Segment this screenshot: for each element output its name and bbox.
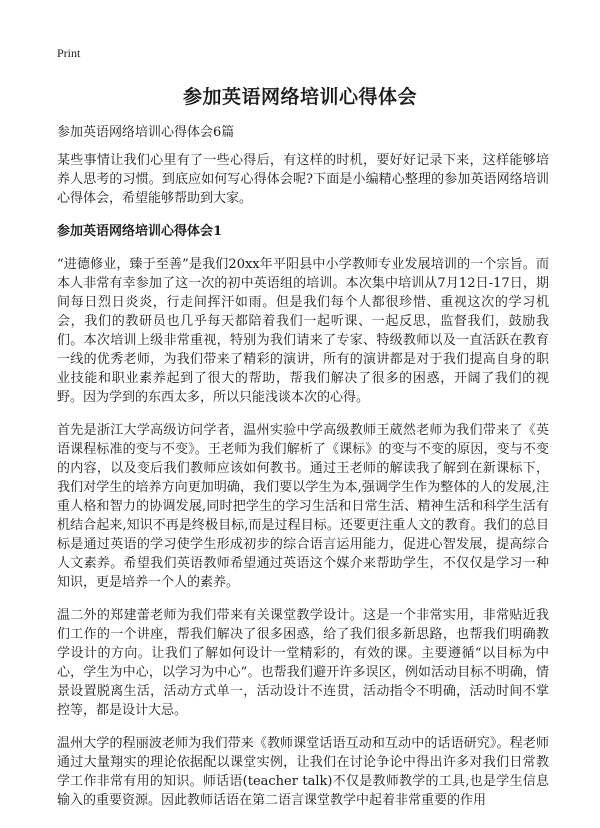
document-subtitle: 参加英语网络培训心得体会6篇: [57, 125, 235, 140]
document-body: [57, 151, 549, 824]
body-paragraph: 温二外的郑建蕾老师为我们带来有关课堂教学设计。这是一个非常实用，非常贴近我们工作的一个讲座，帮我们解决了很多困惑，给了我们很多新思路，也帮我们明确教学设计的方向。让我们了解如何设计一堂精彩的，有效的课。主要遵循“以目标为中心，学生为中心，以学习为中心”。也帮我们避开许多误区，例如活动目标不明确，情景设置脱离生活，活动方式单一，活动设计不连贯，活动指令不明确，活动时间不掌控等，都是设计大忌。: [57, 608, 549, 718]
body-paragraph: “进德修业，臻于至善”是我们20xx年平阳县中小学教师专业发展培训的一个宗旨。而本人非常有幸参加了这一次的初中英语组的培训。本次集中培训从7月12日-17日，期间每日烈日炎炎，行走间挥汗如雨。但是我们每个人都很珍惜、重视这次的学习机会，我们的教研员也几乎每天都陪着我们一起听课、一起反思，监督我们，鼓励我们。本次培训上级非常重视，特别为我们请来了专家、特级教师以及一直活跃在教育一线的优秀老师，为我们带来了精彩的演讲，所有的演讲都是对于我们提高自身的职业技能和职业素养起到了很大的帮助，帮我们解决了很多的困惑，开阔了我们的视野。因为学到的东西太多，所以只能浅谈本次的心得。: [57, 257, 549, 405]
section-heading: 参加英语网络培训心得体会1: [57, 224, 223, 239]
page-title: 参加英语网络培训心得体会: [182, 86, 417, 108]
intro-paragraph: 某些事情让我们心里有了一些心得后，有这样的时机，要好好记录下来，这样能够培养人思考的习惯。到底应如何写心得体会呢?下面是小编精心整理的参加英语网络培训心得体会，希望能够帮助到大家。: [57, 153, 549, 206]
body-paragraph: 温州大学的程丽波老师为我们带来《教师课堂话语互动和互动中的话语研究》。程老师通过大量翔实的理论依据配以课堂实例，让我们在讨论争论中得出许多对我们日常教学工作非常有用的知识。师话语(teacher talk)不仅是教师教学的工具,也是学生信息输入的重要资源。因此教师话语在第二语言课堂教学中起着非常重要的作用: [57, 736, 549, 808]
body-paragraph: 首先是浙江大学高级访问学者，温州实验中学高级教师王葳然老师为我们带来了《英语课程标准的变与不变》。王老师为我们解析了《课标》的变与不变的原因，变与不变的内容，以及变后我们教师应该如何教书。通过王老师的解读我了解到在新课标下，我们对学生的培养方向更加明确，我们要以学生为本,强调学生作为整体的人的发展,注重人格和智力的协调发展,同时把学生的学习生活和日常生活、精神生活和科学生活有机结合起来,知识不再是终极目标,而是过程目标。还要更注重人文的教育。我们的总目标是通过英语的学习使学生形成初步的综合语言运用能力，促进心智发展，提高综合人文素养。希望我们英语教师希望通过英语这个媒介来帮助学生，不仅仅是学习一种知识，更是培养一个人的素养。: [57, 423, 549, 590]
print-link[interactable]: Print: [57, 46, 81, 60]
